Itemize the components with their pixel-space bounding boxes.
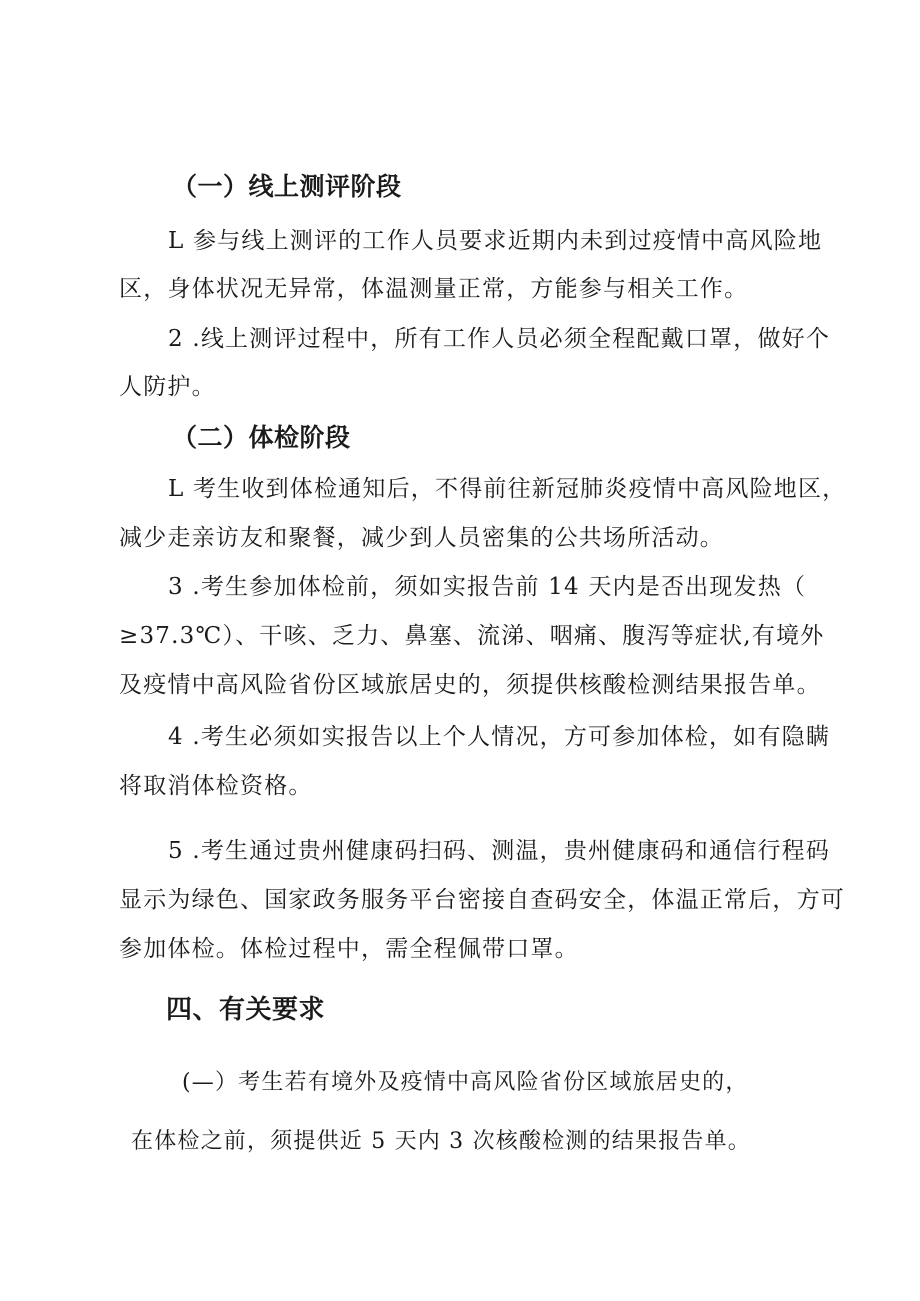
paragraph-line: 2 .线上测评过程中，所有工作人员必须全程配戴口罩，做好个 <box>168 326 831 352</box>
paragraph-line: 及疫情中高风险省份区域旅居史的，须提供核酸检测结果报告单。 <box>119 672 821 698</box>
paragraph-line: L 参与线上测评的工作人员要求近期内未到过疫情中高风险地 <box>168 228 823 254</box>
paragraph-line: 参加体检。体检过程中，需全程佩带口罩。 <box>119 936 579 962</box>
paragraph-line: 5 .考生通过贵州健康码扫码、测温，贵州健康码和通信行程码 <box>168 838 831 864</box>
paragraph-line: L 考生收到体检通知后，不得前往新冠肺炎疫情中高风险地区， <box>168 476 847 502</box>
paragraph-line: 4 .考生必须如实报告以上个人情况，方可参加体检，如有隐瞒 <box>168 724 831 750</box>
section-heading-physical-exam: （二）体检阶段 <box>172 423 351 452</box>
paragraph-line: 区，身体状况无异常，体温测量正常，方能参与相关工作。 <box>119 276 749 302</box>
paragraph-line: 显示为绿色、国家政务服务平台密接自查码安全，体温正常后，方可 <box>119 887 845 913</box>
paragraph-line: ≥37.3℃）、干咳、乏力、鼻塞、流涕、咽痛、腹泻等症状,有境外 <box>119 623 825 649</box>
paragraph-line: 人防护。 <box>119 374 216 400</box>
paragraph-line: 减少走亲访友和聚餐，减少到人员密集的公共场所活动。 <box>119 525 724 551</box>
paragraph-line: 3 .考生参加体检前，须如实报告前 14 天内是否出现发热（ <box>168 574 807 600</box>
paragraph-line: (—）考生若有境外及疫情中高风险省份区域旅居史的， <box>182 1070 749 1095</box>
section-heading-requirements: 四、有关要求 <box>166 995 326 1025</box>
paragraph-line: 在体检之前，须提供近 5 天内 3 次核酸检测的结果报告单。 <box>131 1129 751 1154</box>
paragraph-line: 将取消体检资格。 <box>119 773 313 799</box>
section-heading-online-assessment: （一）线上测评阶段 <box>172 172 402 201</box>
